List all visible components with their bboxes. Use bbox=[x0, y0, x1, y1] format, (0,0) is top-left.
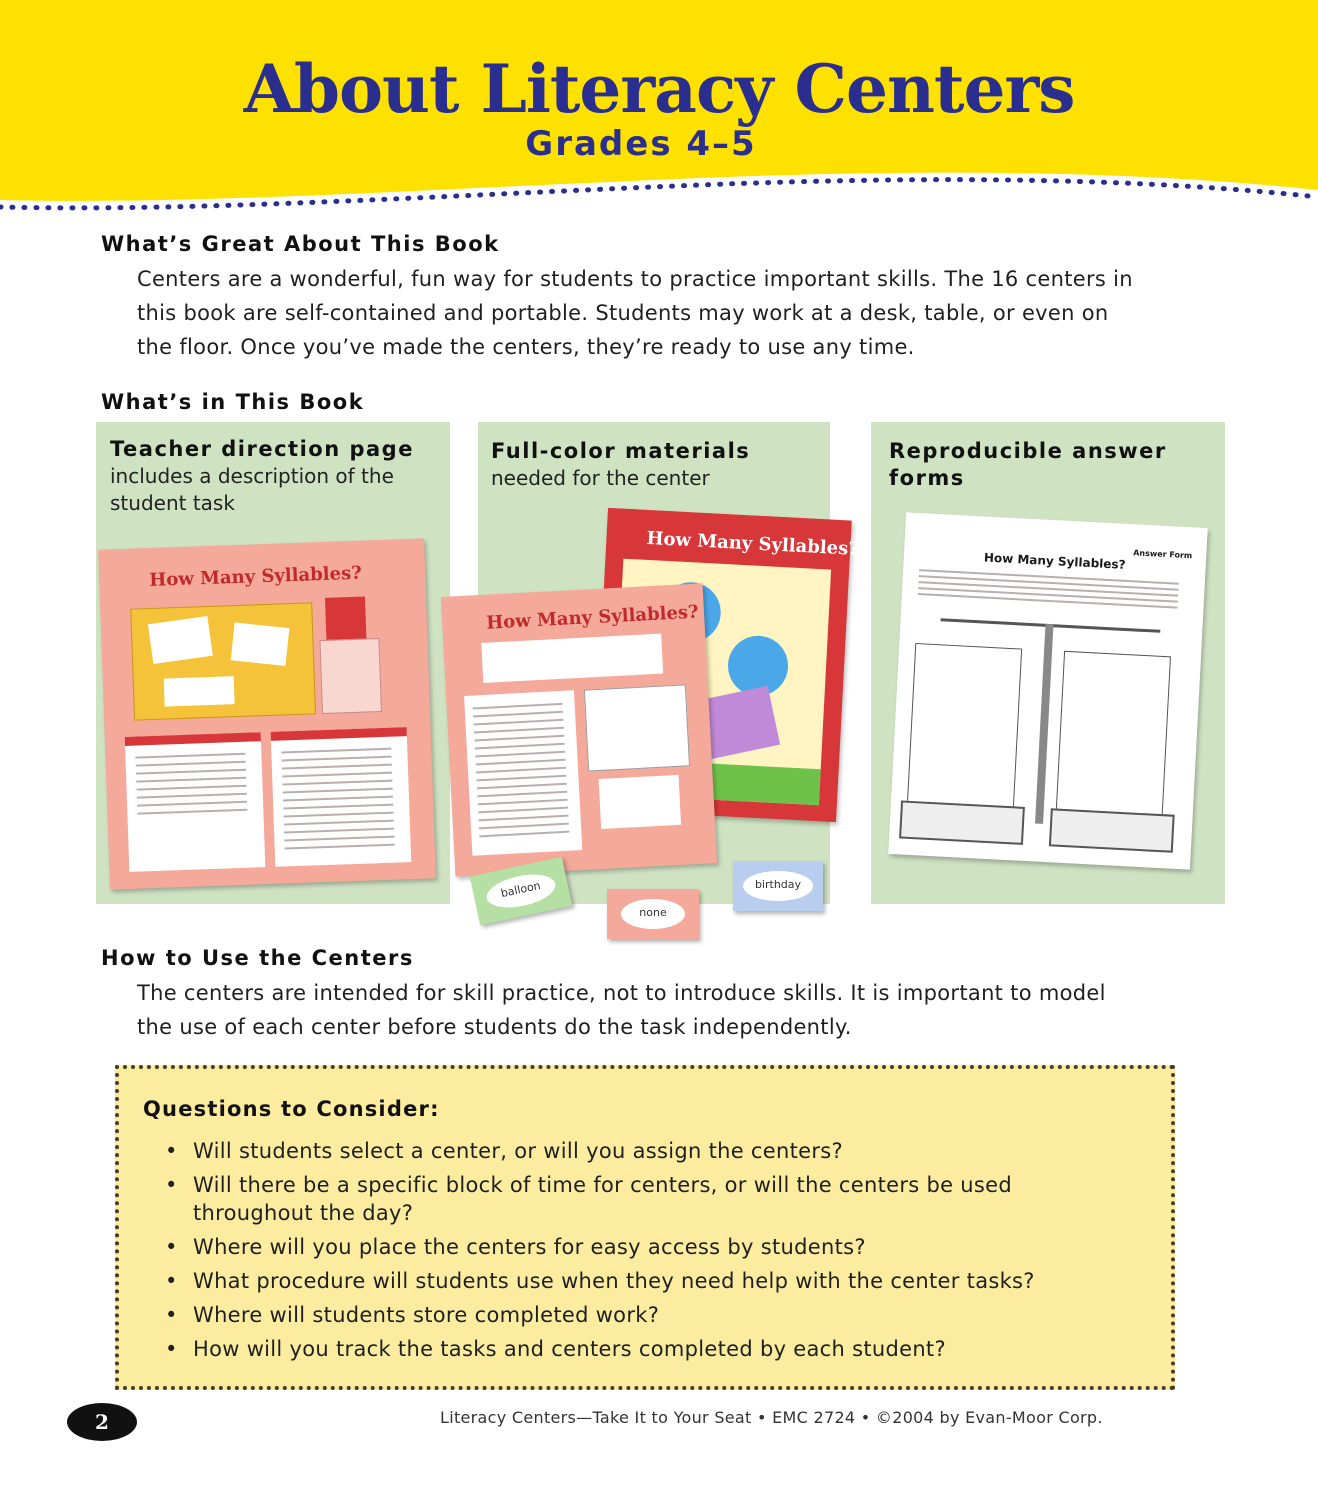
folder-photo bbox=[130, 602, 316, 720]
student-directions-mockup bbox=[441, 583, 717, 876]
word-card-label: birthday bbox=[754, 878, 802, 891]
panel-1-subtitle-line-2: student task bbox=[110, 491, 235, 515]
page-subtitle: Grades 4–5 bbox=[525, 124, 757, 164]
using-column bbox=[271, 727, 412, 867]
word-card-label: none bbox=[639, 906, 667, 919]
question-item: • Where will students store completed work? bbox=[161, 1301, 1121, 1329]
word-card-none bbox=[607, 889, 699, 939]
page-title: About Literacy Centers bbox=[243, 50, 1075, 128]
section-heading-whats-in: What’s in This Book bbox=[101, 390, 365, 414]
footer-copyright: Literacy Centers—Take It to Your Seat • EMC 2724 • ©2004 by Evan-Moor Corp. bbox=[440, 1408, 1103, 1427]
preparing-column bbox=[125, 732, 266, 872]
great-line-1: Centers are a wonderful, fun way for students to practice important skills. The 16 centers in bbox=[137, 267, 1133, 291]
panel-3-title-line-1: Reproducible answer bbox=[889, 439, 1167, 463]
how-to-use-paragraph bbox=[137, 976, 1197, 1044]
question-item: • What procedure will students use when they need help with the center tasks? bbox=[161, 1267, 1121, 1295]
panel-answer-forms bbox=[871, 422, 1225, 904]
section-heading-how-to-use: How to Use the Centers bbox=[101, 946, 414, 970]
questions-list bbox=[161, 1137, 1121, 1369]
panel-1-subtitle-line-1: includes a description of the bbox=[110, 464, 394, 488]
question-item: • Will students select a center, or will you assign the centers? bbox=[161, 1137, 1121, 1165]
great-line-3: the floor. Once you’ve made the centers, they’re ready to use any time. bbox=[137, 335, 915, 359]
cover-title: How Many Syllables? bbox=[645, 527, 860, 560]
question-item: • Will there be a specific block of time for centers, or will the centers be used throughout the day? bbox=[161, 1171, 1121, 1227]
how-to-use-line-2: the use of each center before students do the task independently. bbox=[137, 1015, 852, 1039]
word-card-label: balloon bbox=[499, 878, 542, 901]
teacher-page-title: How Many Syllables? bbox=[148, 562, 363, 592]
panel-full-color bbox=[478, 422, 860, 904]
panel-2-title: Full-color materials bbox=[491, 439, 751, 463]
student-directions-title: How Many Syllables? bbox=[485, 601, 700, 634]
word-card-birthday bbox=[733, 861, 823, 911]
panel-teacher-direction bbox=[96, 422, 450, 904]
great-paragraph bbox=[137, 262, 1197, 364]
section-heading-great: What’s Great About This Book bbox=[101, 232, 500, 256]
question-item: • Where will you place the centers for easy access by students? bbox=[161, 1233, 1121, 1261]
panel-3-title-line-2: forms bbox=[889, 466, 965, 490]
questions-heading: Questions to Consider: bbox=[143, 1097, 440, 1121]
page-number: 2 bbox=[67, 1403, 137, 1441]
great-line-2: this book are self-contained and portable. Students may work at a desk, table, or even on bbox=[137, 301, 1109, 325]
questions-box bbox=[115, 1065, 1175, 1390]
panel-1-title: Teacher direction page bbox=[110, 437, 414, 461]
question-item: • How will you track the tasks and centers completed by each student? bbox=[161, 1335, 1121, 1363]
panel-2-subtitle: needed for the center bbox=[491, 466, 710, 490]
answer-form-label: Answer Form bbox=[1132, 548, 1193, 561]
teacher-page-mockup bbox=[98, 538, 436, 889]
how-to-use-line-1: The centers are intended for skill practice, not to introduce skills. It is important to model bbox=[137, 981, 1106, 1005]
answer-form-title: How Many Syllables? bbox=[983, 550, 1126, 572]
answer-form-mockup bbox=[888, 512, 1207, 869]
